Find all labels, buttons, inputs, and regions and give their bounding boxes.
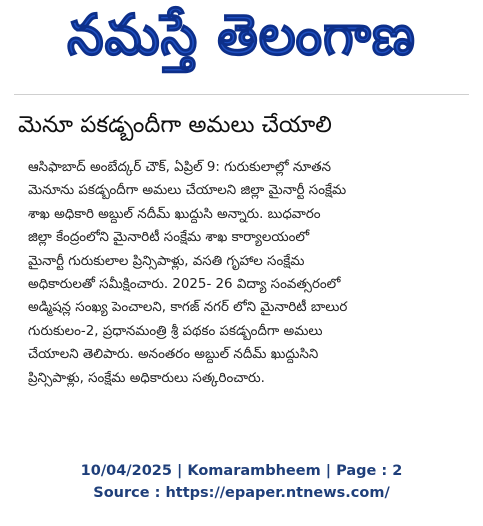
article-body [28,156,468,390]
article-line: శాఖ అధికారి అబ్దుల్ నదీమ్ ఖుద్దుసి అన్నారు. బుధవారం [28,206,321,222]
article-line: అడ్మిషన్ల సంఖ్య పెంచాలని, కాగజ్ నగర్ లోని మైనారిటీ బాలుర [28,300,348,316]
newspaper-masthead [0,0,483,84]
article-line: గురుకులం-2, ప్రధానమంత్రి శ్రీ పథకం పకడ్బందీగా అమలు [28,323,323,339]
footer [0,460,483,504]
article-headline: మెనూ పకడ్బందీగా అమలు చేయాలి [18,112,332,138]
article-line: చేయాలని తెలిపారు. అనంతరం అబ్దుల్ నదీమ్ ఖుద్దుసిని [28,347,319,363]
article-line: మెనూను పకడ్బందీగా అమలు చేయాలని జిల్లా మైనార్టీ సంక్షేమ [28,183,347,199]
footer-source: Source : https://epaper.ntnews.com/ [93,485,390,501]
article-line: అధికారులతో సమీక్షించారు. 2025- 26 విద్యా సంవత్సరంలో [28,276,341,292]
article-line: ఆసిఫాబాద్ అంబేద్కర్ చౌక్, ఏప్రిల్ 9: గురుకులాల్లో నూతన [28,160,332,175]
footer-date-edition: 10/04/2025 | Komarambheem | Page : 2 [80,463,403,479]
article-line: మైనార్టీ గురుకులాల ప్రిన్సిపాళ్లు, వసతి గృహాల సంక్షేమ [28,253,305,269]
article-line: ప్రిన్సిపాళ్లు, సంక్షేమ అధికారులు సత్కరించారు. [28,370,265,386]
masthead-title: నమస్తే తెలంగాణ [67,2,416,68]
article-line: జిల్లా కేంద్రంలోని మైనారిటీ సంక్షేమ శాఖ కార్యాలయంలో [28,230,310,246]
